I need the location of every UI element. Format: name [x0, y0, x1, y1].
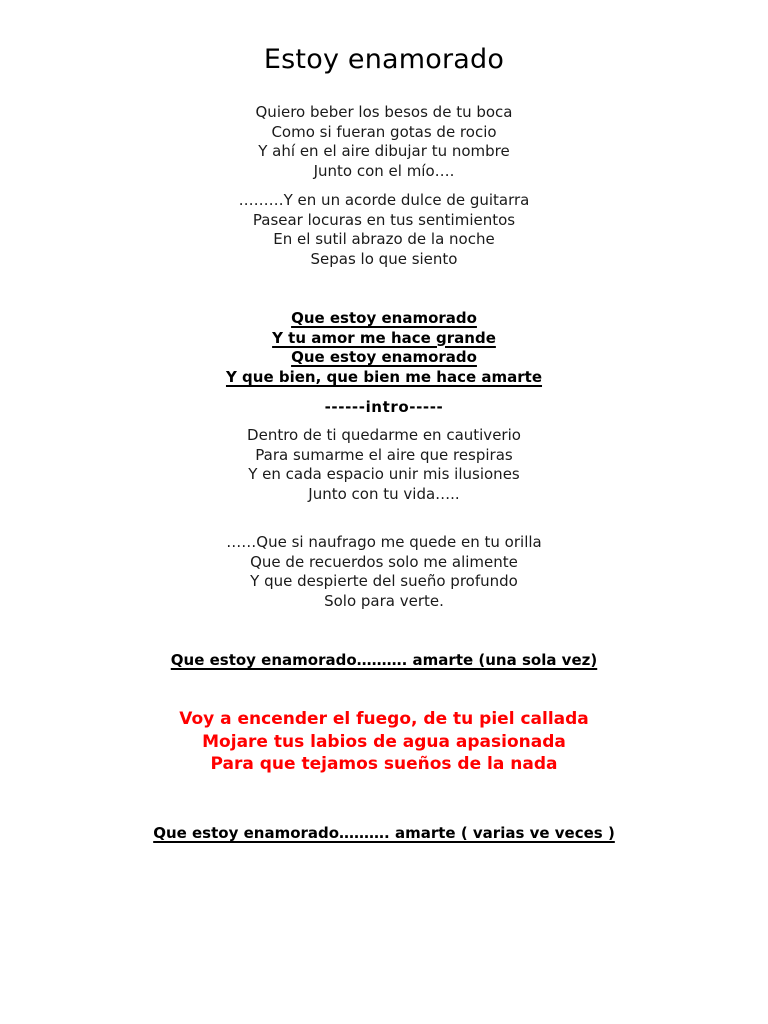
- chorus-line: Que estoy enamorado: [291, 348, 477, 367]
- reprise-line: Que estoy enamorado………. amarte (una sola vez): [170, 651, 598, 669]
- lyric-line: Para sumarme el aire que respiras: [255, 445, 513, 464]
- stanza-4: [0, 533, 768, 611]
- lyric-line: Solo para verte.: [324, 591, 444, 610]
- bridge: [0, 708, 768, 776]
- stanza-2: [0, 191, 768, 269]
- intro-marker-text: ------intro-----: [324, 398, 444, 416]
- lyric-line: Sepas lo que siento: [310, 249, 458, 268]
- reprise-line: Que estoy enamorado………. amarte ( varias ve veces ): [153, 824, 615, 842]
- page-title: Estoy enamorado: [263, 44, 505, 75]
- stanza-3: [0, 426, 768, 504]
- lyric-line: Y en cada espacio unir mis ilusiones: [248, 465, 520, 484]
- lyric-line: Que de recuerdos solo me alimente: [250, 552, 518, 571]
- lyric-line: Y que despierte del sueño profundo: [250, 572, 518, 591]
- lyric-line: Junto con el mío….: [313, 161, 455, 180]
- lyric-line: Junto con tu vida…..: [308, 484, 460, 503]
- lyric-line: Y ahí en el aire dibujar tu nombre: [258, 142, 510, 161]
- chorus-line: Y que bien, que bien me hace amarte: [225, 367, 543, 386]
- lyric-line: ………Y en un acorde dulce de guitarra: [238, 191, 530, 209]
- bridge-line: Mojare tus labios de agua apasionada: [202, 731, 566, 752]
- chorus: [0, 309, 768, 387]
- intro-marker: [0, 398, 768, 418]
- reprise-1: [0, 651, 768, 671]
- lyric-line: Pasear locuras en tus sentimientos: [252, 210, 516, 229]
- lyric-line: Dentro de ti quedarme en cautiverio: [247, 426, 521, 444]
- lyric-line: En el sutil abrazo de la noche: [273, 230, 495, 249]
- bridge-line: Para que tejamos sueños de la nada: [210, 754, 558, 774]
- stanza-1: [0, 103, 768, 181]
- bridge-line: Voy a encender el fuego, de tu piel callada: [179, 709, 589, 729]
- lyric-line: Quiero beber los besos de tu boca: [255, 103, 513, 121]
- lyric-line: Como si fueran gotas de rocio: [271, 122, 497, 141]
- reprise-2: [0, 824, 768, 844]
- lyric-line: ……Que si naufrago me quede en tu orilla: [226, 533, 542, 551]
- chorus-line: Que estoy enamorado: [291, 309, 477, 327]
- chorus-line: Y tu amor me hace grande: [272, 328, 496, 347]
